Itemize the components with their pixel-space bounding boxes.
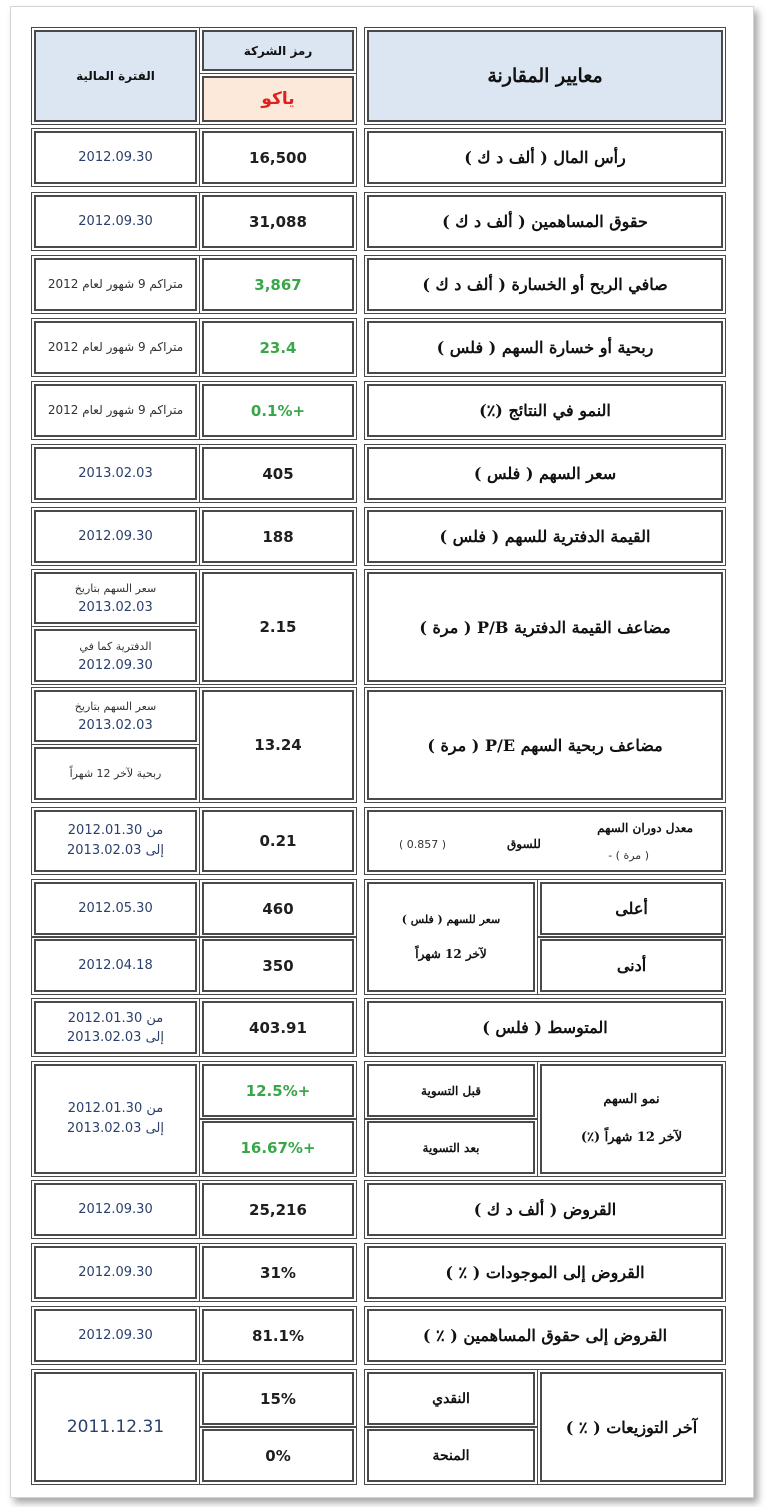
pb-note1: سعر السهم بتاريخ: [74, 582, 157, 595]
value-label: 188: [262, 527, 294, 546]
high-value-text: 460: [262, 899, 294, 918]
price-range-label: [367, 882, 535, 992]
dividends-period-text: 2011.12.31: [66, 1417, 165, 1437]
value-label: 81.1%: [251, 1326, 305, 1345]
average-value: [202, 1001, 354, 1054]
pe-price-note: [34, 690, 197, 742]
dividends-criterion: [540, 1372, 723, 1482]
value-label: 0.1%+: [250, 401, 306, 420]
loans-value: [202, 1183, 354, 1236]
criterion-label: النمو في النتائج (٪): [479, 401, 611, 420]
turnover-market-label: للسوق: [507, 837, 541, 851]
pe-value-label: 13.24: [254, 736, 302, 754]
criterion-label: حقوق المساهمين ( ألف د ك ): [442, 212, 648, 231]
row-criterion: [367, 131, 723, 184]
cash-label: [367, 1372, 535, 1425]
turnover-title: معدل دوران السهم: [597, 821, 693, 835]
cash-label-text: النقدي: [432, 1390, 470, 1407]
pb-note2: الدفترية كما في: [79, 639, 152, 653]
growth-to: إلى 2013.02.03: [67, 1121, 164, 1136]
row-criterion: [367, 195, 723, 248]
growth-period: [34, 1064, 197, 1174]
low-value-text: 350: [262, 956, 294, 975]
period-value: متراكم 9 شهور لعام 2012: [47, 403, 184, 417]
header-criteria-label: معايير المقارنة: [487, 65, 603, 87]
pb-value-label: 2.15: [259, 618, 297, 636]
low-label: [540, 939, 723, 992]
value-label: 25,216: [249, 1200, 307, 1219]
pe-date1: 2013.02.03: [78, 718, 153, 733]
turnover-from: من 2012.01.30: [67, 823, 164, 838]
criterion-label: ربحية أو خسارة السهم ( فلس ): [436, 338, 654, 357]
period-value: 2012.09.30: [78, 1202, 153, 1217]
period-value: 2012.09.30: [78, 1328, 153, 1343]
pb-date1: 2013.02.03: [78, 600, 153, 615]
after-label: [367, 1121, 535, 1174]
loans-equity-period: [34, 1309, 197, 1362]
criterion-label: القروض إلى الموجودات ( ٪ ): [445, 1263, 645, 1282]
loans-assets-criterion: [367, 1246, 723, 1299]
average-from: من 2012.01.30: [67, 1010, 164, 1026]
period-value: متراكم 9 شهور لعام 2012: [47, 277, 184, 291]
row-value: [202, 510, 354, 563]
after-value-text: 16.67%+: [240, 1138, 316, 1157]
loans-criterion: [367, 1183, 723, 1236]
cash-value: [202, 1372, 354, 1425]
row-period: [34, 195, 197, 248]
row-value: [202, 447, 354, 500]
company-name: ياكو: [261, 89, 295, 109]
pb-value: [202, 572, 354, 682]
before-label: [367, 1064, 535, 1117]
period-value: 2012.09.30: [78, 214, 153, 229]
turnover-value: [202, 810, 354, 872]
bonus-label-text: المنحة: [432, 1447, 470, 1464]
loans-assets-period: [34, 1246, 197, 1299]
header-criteria: [367, 30, 723, 122]
criterion-label: رأس المال ( ألف د ك ): [464, 148, 626, 167]
header-period: [34, 30, 197, 122]
dividends-period: [34, 1372, 197, 1482]
average-criterion: [367, 1001, 723, 1054]
company-code-label: رمز الشركة: [243, 43, 313, 58]
pe-eps-note: [34, 747, 197, 800]
turnover-period: [34, 810, 197, 872]
value-label: 3,867: [254, 275, 302, 294]
value-label: 23.4: [259, 338, 297, 357]
period-value: متراكم 9 شهور لعام 2012: [47, 340, 184, 354]
row-criterion: [367, 321, 723, 374]
row-value: [202, 384, 354, 437]
price-range-label1: سعر للسهم ( فلس ): [401, 913, 501, 926]
pe-criterion: [367, 690, 723, 800]
period-label: الفترة المالية: [76, 69, 155, 83]
value-label: 16,500: [249, 148, 307, 167]
row-period: [34, 447, 197, 500]
loans-assets-value: [202, 1246, 354, 1299]
low-label-text: أدنى: [616, 956, 647, 975]
row-value: [202, 321, 354, 374]
turnover-market-value: ( 0.857 ): [399, 838, 447, 851]
row-period: [34, 321, 197, 374]
pb-date2: 2012.09.30: [78, 657, 153, 673]
row-period: [34, 131, 197, 184]
row-value: [202, 131, 354, 184]
bonus-label: [367, 1429, 535, 1482]
pe-criterion-label: مضاعف ربحية السهم P/E ( مرة ): [427, 735, 663, 755]
turnover-value-label: 0.21: [259, 832, 297, 850]
row-period: [34, 384, 197, 437]
value-label: 31%: [260, 1263, 296, 1282]
criterion-label: القروض ( ألف د ك ): [473, 1200, 617, 1219]
loans-equity-value: [202, 1309, 354, 1362]
average-value-label: 403.91: [249, 1018, 307, 1037]
period-value: 2013.02.03: [78, 466, 153, 481]
bonus-value-text: 0%: [265, 1446, 291, 1465]
low-date-text: 2012.04.18: [78, 958, 153, 973]
value-label: 405: [262, 464, 294, 483]
criterion-label: القروض إلى حقوق المساهمين ( ٪ ): [422, 1326, 668, 1345]
header-company: [202, 76, 354, 122]
period-value: 2012.09.30: [78, 150, 153, 165]
period-value: 2012.09.30: [78, 1265, 153, 1280]
high-label: [540, 882, 723, 935]
loans-equity-criterion: [367, 1309, 723, 1362]
cash-value-text: 15%: [260, 1389, 296, 1408]
turnover-unit: ( مرة ) -: [608, 849, 649, 862]
average-period: [34, 1001, 197, 1054]
value-label: 31,088: [249, 212, 307, 231]
row-value: [202, 195, 354, 248]
low-date: [34, 939, 197, 992]
average-criterion-label: المتوسط ( فلس ): [482, 1018, 608, 1037]
after-value: [202, 1121, 354, 1174]
after-label-text: بعد التسوية: [422, 1140, 480, 1155]
growth-title2: لآخر 12 شهراً (٪): [580, 1130, 683, 1145]
average-to: إلى 2013.02.03: [67, 1029, 164, 1045]
row-criterion: [367, 447, 723, 500]
row-criterion: [367, 258, 723, 311]
high-value: [202, 882, 354, 935]
criterion-label: صافي الربح أو الخسارة ( ألف د ك ): [422, 275, 668, 294]
dividends-title: آخر التوزيعات ( ٪ ): [565, 1417, 698, 1437]
row-criterion: [367, 510, 723, 563]
row-criterion: [367, 384, 723, 437]
loans-period: [34, 1183, 197, 1236]
high-label-text: أعلى: [615, 899, 648, 918]
criterion-label: القيمة الدفترية للسهم ( فلس ): [439, 527, 651, 546]
high-date: [34, 882, 197, 935]
bonus-value: [202, 1429, 354, 1482]
growth-from: من 2012.01.30: [67, 1101, 164, 1116]
period-value: 2012.09.30: [78, 529, 153, 544]
growth-title1: نمو السهم: [603, 1092, 660, 1107]
pe-note2: ربحية لآخر 12 شهراً: [69, 767, 162, 780]
before-value-text: 12.5%+: [245, 1081, 311, 1100]
low-value: [202, 939, 354, 992]
row-period: [34, 510, 197, 563]
turnover-criterion: [367, 810, 723, 872]
high-date-text: 2012.05.30: [78, 901, 153, 916]
pe-note1: سعر السهم بتاريخ: [74, 700, 157, 713]
pb-criterion-label: مضاعف القيمة الدفترية P/B ( مرة ): [419, 617, 671, 637]
before-label-text: قبل التسوية: [421, 1083, 481, 1098]
row-value: [202, 258, 354, 311]
pe-value: [202, 690, 354, 800]
price-range-label2: لآخر 12 شهراً: [415, 947, 487, 961]
pb-criterion: [367, 572, 723, 682]
turnover-to: إلى 2013.02.03: [67, 843, 164, 858]
before-value: [202, 1064, 354, 1117]
growth-criterion: [540, 1064, 723, 1174]
pb-book-note: [34, 629, 197, 682]
pb-price-note: [34, 572, 197, 624]
header-company-code: [202, 30, 354, 71]
criterion-label: سعر السهم ( فلس ): [473, 464, 617, 483]
row-period: [34, 258, 197, 311]
